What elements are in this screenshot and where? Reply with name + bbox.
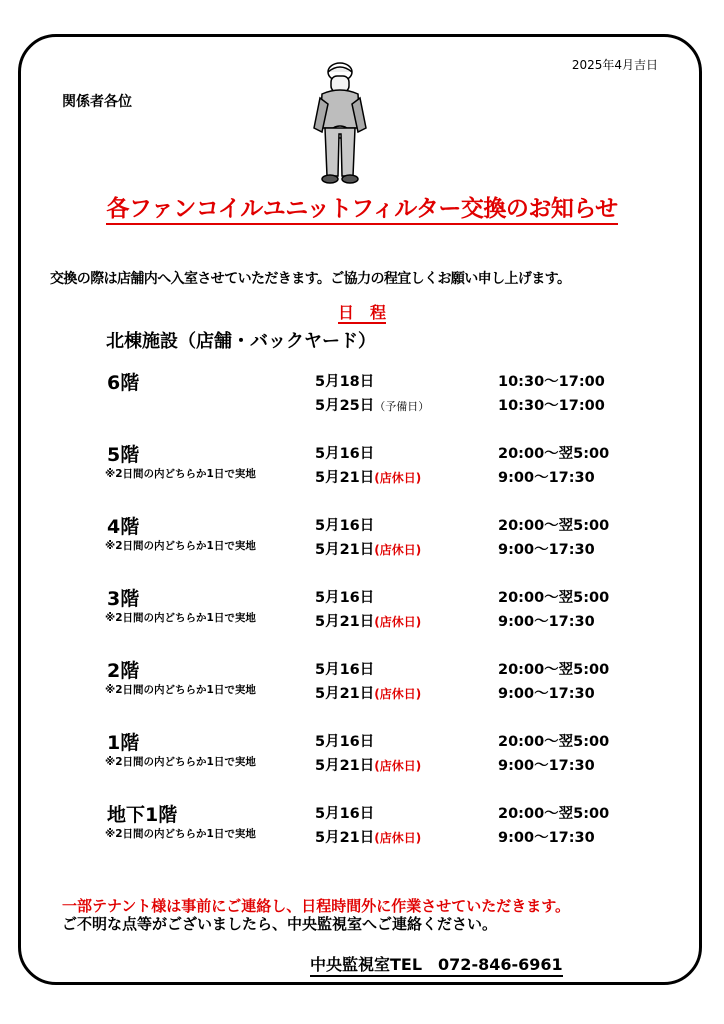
contact-phone: 中央監視室TEL 072-846-6961 [310, 952, 563, 977]
floor-row [0, 730, 724, 790]
floor-name: 地下1階 [107, 804, 178, 826]
date-primary: 5月18日 [315, 374, 375, 390]
date-primary: 5月16日 [315, 518, 375, 534]
floor-note: ※2日間の内どちらか1日で実地 [105, 828, 256, 840]
time-primary: 20:00〜翌5:00 [498, 518, 610, 534]
time-primary: 20:00〜翌5:00 [498, 734, 610, 750]
floor-name: 1階 [107, 732, 140, 754]
time-primary: 20:00〜翌5:00 [498, 662, 610, 678]
intro-text: 交換の際は店舗内へ入室させていただきます。ご協力の程宜しくお願い申し上げます。 [50, 271, 571, 287]
date-secondary: 5月21日(店休日) [315, 614, 422, 630]
time-primary: 20:00〜翌5:00 [498, 806, 610, 822]
bowing-worker-icon [300, 58, 380, 188]
time-secondary: 9:00〜17:30 [498, 686, 595, 702]
date-primary: 5月16日 [315, 590, 375, 606]
date-secondary: 5月25日（予備日） [315, 398, 430, 414]
floor-name: 4階 [107, 516, 140, 538]
date-secondary: 5月21日(店休日) [315, 758, 422, 774]
date-secondary: 5月21日(店休日) [315, 830, 422, 846]
time-primary: 20:00〜翌5:00 [498, 446, 610, 462]
floor-note: ※2日間の内どちらか1日で実地 [105, 684, 256, 696]
schedule-heading: 日 程 [337, 303, 386, 322]
building-name: 北棟施設（店舗・バックヤード） [106, 331, 376, 352]
floor-row [0, 514, 724, 574]
inquiry-notice: ご不明な点等がございましたら、中央監視室へご連絡ください。 [62, 915, 498, 933]
date-secondary: 5月21日(店休日) [315, 542, 422, 558]
floor-name: 6階 [107, 372, 140, 394]
floor-row [0, 370, 724, 430]
date-primary: 5月16日 [315, 734, 375, 750]
floor-row [0, 658, 724, 718]
time-primary: 10:30〜17:00 [498, 374, 605, 390]
time-secondary: 10:30〜17:00 [498, 398, 605, 414]
floor-name: 5階 [107, 444, 140, 466]
issue-date: 2025年4月吉日 [571, 58, 658, 72]
floor-row [0, 442, 724, 502]
date-primary: 5月16日 [315, 446, 375, 462]
floor-note: ※2日間の内どちらか1日で実地 [105, 612, 256, 624]
time-secondary: 9:00〜17:30 [498, 758, 595, 774]
time-secondary: 9:00〜17:30 [498, 542, 595, 558]
floor-note: ※2日間の内どちらか1日で実地 [105, 540, 256, 552]
date-secondary: 5月21日(店休日) [315, 470, 422, 486]
time-primary: 20:00〜翌5:00 [498, 590, 610, 606]
time-secondary: 9:00〜17:30 [498, 470, 595, 486]
date-secondary: 5月21日(店休日) [315, 686, 422, 702]
floor-name: 3階 [107, 588, 140, 610]
floor-row [0, 586, 724, 646]
floor-row [0, 802, 724, 862]
tenant-notice: 一部テナント様は事前にご連絡し、日程時間外に作業させていただきます。 [62, 897, 571, 915]
floor-name: 2階 [107, 660, 140, 682]
time-secondary: 9:00〜17:30 [498, 614, 595, 630]
date-primary: 5月16日 [315, 662, 375, 678]
addressee: 関係者各位 [62, 94, 132, 110]
floor-note: ※2日間の内どちらか1日で実地 [105, 756, 256, 768]
floor-note: ※2日間の内どちらか1日で実地 [105, 468, 256, 480]
date-primary: 5月16日 [315, 806, 375, 822]
notice-title: 各ファンコイルユニットフィルター交換のお知らせ [0, 190, 724, 223]
time-secondary: 9:00〜17:30 [498, 830, 595, 846]
